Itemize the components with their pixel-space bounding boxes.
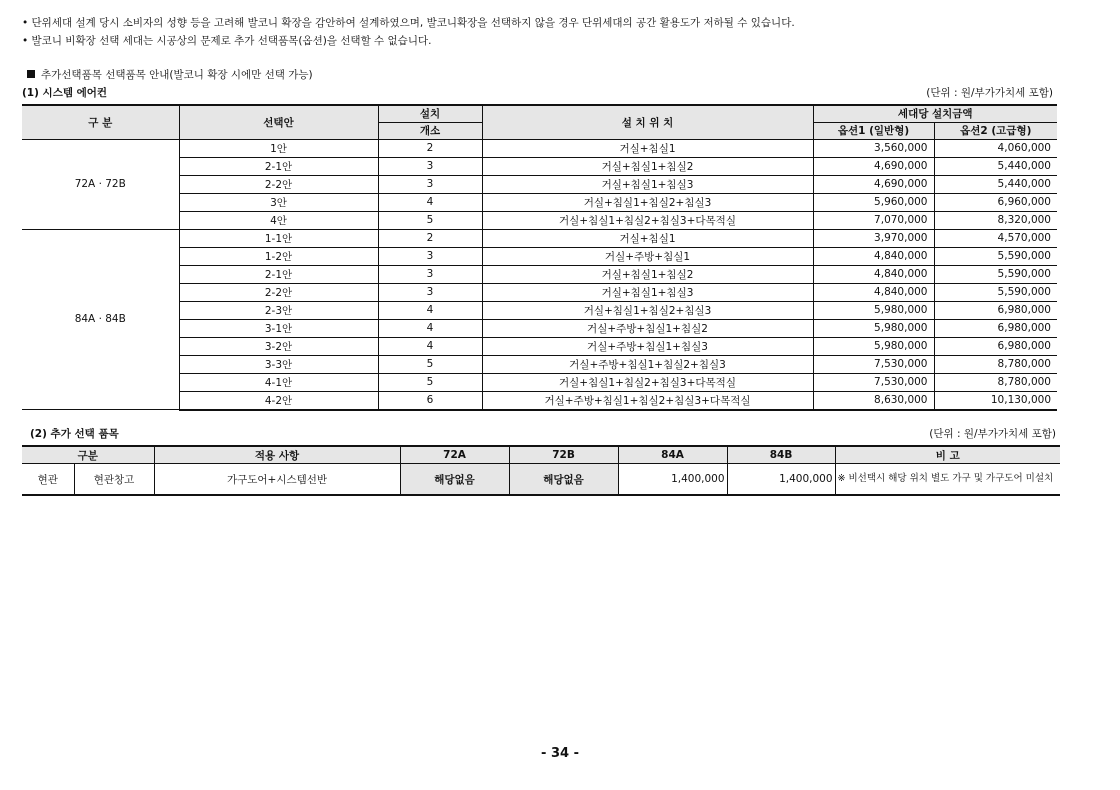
location-cell: 거실+주방+침실1+침실3: [482, 337, 813, 355]
location-cell: 거실+침실1+침실3: [482, 175, 813, 193]
option1-price: 5,980,000: [813, 301, 934, 319]
extra-84b-value: 1,400,000: [727, 464, 835, 496]
location-cell: 거실+침실1+침실2: [482, 157, 813, 175]
extra-applies: 가구도어+시스템선반: [154, 464, 400, 496]
header-location: 설 치 위 치: [482, 105, 813, 139]
option2-price: 4,570,000: [934, 229, 1057, 247]
option2-price: 5,440,000: [934, 175, 1057, 193]
location-cell: 거실+주방+침실1+침실2: [482, 319, 813, 337]
extra-remark: ※ 비선택시 해당 위치 별도 가구 및 가구도어 미설치: [835, 464, 1060, 496]
extra-header-category: 구분: [22, 446, 154, 464]
location-cell: 거실+침실1+침실2+침실3: [482, 301, 813, 319]
extra-title: (2) 추가 선택 품목: [30, 428, 119, 440]
count-cell: 5: [378, 373, 482, 391]
option1-price: 4,840,000: [813, 283, 934, 301]
option2-price: 8,320,000: [934, 211, 1057, 229]
header-count-top: 설치: [378, 105, 482, 122]
plan-cell: 4안: [179, 211, 378, 229]
count-cell: 3: [378, 283, 482, 301]
option2-price: 8,780,000: [934, 355, 1057, 373]
location-cell: 거실+주방+침실1+침실2+침실3+다목적실: [482, 391, 813, 410]
ac-title: (1) 시스템 에어컨: [22, 87, 108, 99]
count-cell: 2: [378, 229, 482, 247]
table-row: [22, 464, 1060, 496]
group-label: 72A · 72B: [22, 139, 179, 229]
option2-price: 6,980,000: [934, 337, 1057, 355]
header-option1: 옵션1 (일반형): [813, 122, 934, 139]
count-cell: 3: [378, 265, 482, 283]
option2-price: 5,590,000: [934, 283, 1057, 301]
plan-cell: 3-1안: [179, 319, 378, 337]
count-cell: 5: [378, 211, 482, 229]
extra-unit: (단위 : 원/부가가치세 포함): [929, 428, 1056, 440]
extra-header-remark: 비 고: [835, 446, 1060, 464]
extra-72b-value: 해당없음: [509, 464, 618, 496]
section-heading: [27, 67, 313, 82]
option1-price: 7,530,000: [813, 355, 934, 373]
count-cell: 4: [378, 337, 482, 355]
count-cell: 5: [378, 355, 482, 373]
plan-cell: 3-2안: [179, 337, 378, 355]
option1-price: 3,560,000: [813, 139, 934, 157]
group-84: [22, 229, 1057, 410]
header-cost-group: 세대당 설치금액: [813, 105, 1057, 122]
square-bullet-icon: [27, 70, 35, 78]
option1-price: 5,980,000: [813, 337, 934, 355]
option1-price: 4,690,000: [813, 175, 934, 193]
plan-cell: 1-1안: [179, 229, 378, 247]
count-cell: 3: [378, 157, 482, 175]
plan-cell: 2-2안: [179, 175, 378, 193]
group-72: [22, 139, 1057, 229]
plan-cell: 2-3안: [179, 301, 378, 319]
extra-option-table: [22, 445, 1060, 496]
header-option2: 옵션2 (고급형): [934, 122, 1057, 139]
count-cell: 2: [378, 139, 482, 157]
count-cell: 6: [378, 391, 482, 410]
option2-price: 5,590,000: [934, 247, 1057, 265]
group-label: 84A · 84B: [22, 229, 179, 410]
plan-cell: 3-3안: [179, 355, 378, 373]
plan-cell: 1-2안: [179, 247, 378, 265]
extra-header-84b: 84B: [727, 446, 835, 464]
header-plan: 선택안: [179, 105, 378, 139]
option1-price: 3,970,000: [813, 229, 934, 247]
option2-price: 6,980,000: [934, 319, 1057, 337]
option1-price: 4,840,000: [813, 247, 934, 265]
note-non-extension: • 발코니 비확장 선택 세대는 시공상의 문제로 추가 선택품목(옵션)을 선택할 수 없습니다.: [22, 32, 795, 50]
option2-price: 5,590,000: [934, 265, 1057, 283]
location-cell: 거실+주방+침실1: [482, 247, 813, 265]
location-cell: 거실+침실1+침실2+침실3+다목적실: [482, 373, 813, 391]
count-cell: 3: [378, 247, 482, 265]
option1-price: 5,980,000: [813, 319, 934, 337]
location-cell: 거실+침실1+침실3: [482, 283, 813, 301]
option2-price: 5,440,000: [934, 157, 1057, 175]
location-cell: 거실+침실1+침실2+침실3+다목적실: [482, 211, 813, 229]
page-number: - 34 -: [541, 746, 579, 761]
header-count-bottom: 개소: [378, 122, 482, 139]
location-cell: 거실+침실1+침실2: [482, 265, 813, 283]
count-cell: 4: [378, 193, 482, 211]
option1-price: 7,530,000: [813, 373, 934, 391]
plan-cell: 2-1안: [179, 265, 378, 283]
option1-price: 4,840,000: [813, 265, 934, 283]
option1-price: 4,690,000: [813, 157, 934, 175]
plan-cell: 2-1안: [179, 157, 378, 175]
table-row: [22, 229, 1057, 247]
extra-header-72a: 72A: [400, 446, 509, 464]
count-cell: 3: [378, 175, 482, 193]
option2-price: 6,980,000: [934, 301, 1057, 319]
extra-72a-value: 해당없음: [400, 464, 509, 496]
option1-price: 8,630,000: [813, 391, 934, 410]
extra-header-84a: 84A: [618, 446, 727, 464]
option1-price: 5,960,000: [813, 193, 934, 211]
location-cell: 거실+침실1+침실2+침실3: [482, 193, 813, 211]
extra-84a-value: 1,400,000: [618, 464, 727, 496]
location-cell: 거실+침실1: [482, 229, 813, 247]
plan-cell: 4-2안: [179, 391, 378, 410]
extra-header-72b: 72B: [509, 446, 618, 464]
extra-header-applies: 적용 사항: [154, 446, 400, 464]
count-cell: 4: [378, 301, 482, 319]
note-balcony-design: • 단위세대 설계 당시 소비자의 성향 등을 고려해 발코니 확장을 감안하여 설계하였으며, 발코니확장을 선택하지 않을 경우 단위세대의 공간 활용도가 저하될 수 있습니다.: [22, 14, 795, 32]
aircon-price-table: [22, 104, 1057, 411]
table-row: [22, 139, 1057, 157]
option2-price: 10,130,000: [934, 391, 1057, 410]
option2-price: 6,960,000: [934, 193, 1057, 211]
option1-price: 7,070,000: [813, 211, 934, 229]
plan-cell: 2-2안: [179, 283, 378, 301]
section-heading-text: 추가선택품목 선택품목 안내(발코니 확장 시에만 선택 가능): [41, 69, 313, 81]
location-cell: 거실+주방+침실1+침실2+침실3: [482, 355, 813, 373]
plan-cell: 4-1안: [179, 373, 378, 391]
plan-cell: 3안: [179, 193, 378, 211]
count-cell: 4: [378, 319, 482, 337]
option2-price: 8,780,000: [934, 373, 1057, 391]
extra-area: 현관: [22, 464, 74, 496]
option2-price: 4,060,000: [934, 139, 1057, 157]
plan-cell: 1안: [179, 139, 378, 157]
notes: [22, 14, 795, 50]
extra-item: 현관창고: [74, 464, 154, 496]
location-cell: 거실+침실1: [482, 139, 813, 157]
ac-unit: (단위 : 원/부가가치세 포함): [926, 87, 1053, 99]
header-category: 구 분: [22, 105, 179, 139]
